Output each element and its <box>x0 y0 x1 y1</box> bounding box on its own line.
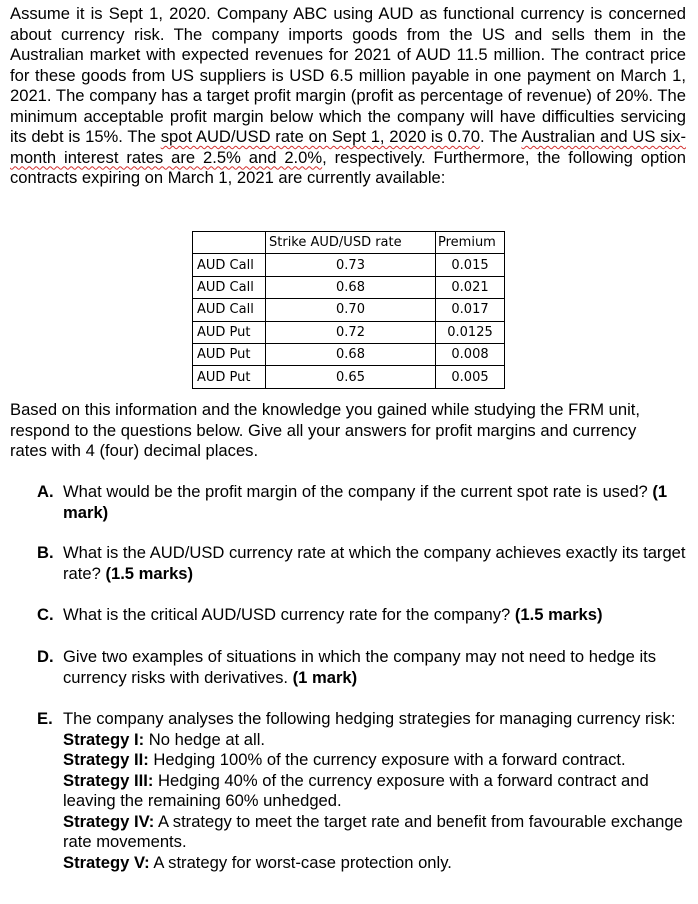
strategy-label: Strategy V: <box>63 852 150 872</box>
premium: 0.015 <box>436 254 505 276</box>
question-b <box>37 543 687 584</box>
table-header-cell <box>193 232 266 254</box>
question-text: What would be the profit margin of the company if the current spot rate is used? <box>63 482 653 501</box>
question-marks: (1.5 marks) <box>105 563 194 583</box>
table-row <box>193 366 505 388</box>
option-type: AUD Put <box>193 343 266 365</box>
table-header-strike: Strike AUD/USD rate <box>266 232 436 254</box>
question-letter: B. <box>37 543 54 562</box>
question-e <box>37 709 687 873</box>
question-marks: (1.5 marks) <box>514 605 603 624</box>
question-text: Give two examples of situations in which the company may not need to hedge its currency risks with derivatives. <box>63 647 657 687</box>
table-row <box>193 276 505 298</box>
table-row <box>193 321 505 343</box>
spot-rate-underlined: spot AUD/USD rate on Sept 1, 2020 is 0.70 <box>160 127 480 146</box>
strategy-text: A strategy for worst-case protection only. <box>149 852 452 872</box>
question-c <box>37 605 687 626</box>
table-header-row <box>193 232 505 254</box>
intro-text-2: . The <box>479 127 522 146</box>
strategy-item <box>63 750 687 771</box>
premium: 0.008 <box>436 343 505 365</box>
instructions-paragraph: Based on this information and the knowledge you gained while studying the FRM unit, respond to the questions below. Give all your answers for profit margins and currency rates with 4 (four) decimal places. <box>10 400 641 460</box>
strike-rate: 0.68 <box>266 276 436 298</box>
strategy-item <box>63 771 687 812</box>
premium: 0.017 <box>436 299 505 321</box>
question-letter: E. <box>37 709 53 728</box>
strategy-item <box>63 853 687 874</box>
strategy-item <box>63 812 687 853</box>
strategy-label: Strategy IV: <box>63 811 155 831</box>
strategy-label: Strategy III: <box>63 770 154 790</box>
intro-text-1: Assume it is Sept 1, 2020. Company ABC using AUD as functional currency is concerned about currency risk. The company imports goods from the US and sells them in the Australian market with expected revenues for 2021 of AUD 11.5 million. The contract price for these goods from US suppliers is USD 6.5 million payable in one payment on March 1, 2021. The company has a target profit margin (profit as percentage of revenue) of 20%. The minimum acceptable profit margin below which the company will have difficulties servicing its debt is 15%. The <box>10 4 686 146</box>
table-header-premium: Premium <box>436 232 505 254</box>
strategy-text: A strategy to meet the target rate and benefit from favourable exchange rate movements. <box>63 811 683 851</box>
strategy-text: Hedging 40% of the currency exposure with a forward contract and leaving the remaining 60% unhedged. <box>63 770 649 810</box>
options-table <box>192 231 505 389</box>
question-text: What is the AUD/USD currency rate at which the company achieves exactly its target rate? <box>63 543 686 583</box>
strategy-text: Hedging 100% of the currency exposure with a forward contract. <box>148 750 626 769</box>
intro-paragraph <box>10 4 686 189</box>
option-type: AUD Call <box>193 276 266 298</box>
question-a <box>37 482 687 523</box>
strike-rate: 0.70 <box>266 299 436 321</box>
premium: 0.005 <box>436 366 505 388</box>
strategy-label: Strategy II: <box>63 750 149 769</box>
question-letter: D. <box>37 647 54 666</box>
table-row <box>193 299 505 321</box>
question-d <box>37 647 687 688</box>
strike-rate: 0.65 <box>266 366 436 388</box>
question-letter: A. <box>37 482 54 501</box>
question-text: What is the critical AUD/USD currency rate for the company? <box>63 605 515 624</box>
strategy-text: No hedge at all. <box>144 729 266 749</box>
intro-text-3: , respectively. Furthermore, the following option contracts expiring on March 1, 2021 are currently available: <box>10 147 686 187</box>
question-marks: (1 mark) <box>292 667 358 687</box>
question-marks: (1 mark) <box>63 482 668 522</box>
premium: 0.0125 <box>436 321 505 343</box>
strike-rate: 0.73 <box>266 254 436 276</box>
option-type: AUD Put <box>193 321 266 343</box>
strike-rate: 0.72 <box>266 321 436 343</box>
table-row <box>193 343 505 365</box>
question-letter: C. <box>37 605 54 624</box>
question-text: The company analyses the following hedging strategies for managing currency risk: <box>63 709 676 728</box>
interest-rates-underlined: Australian and US six-month interest rates are 2.5% and 2.0% <box>10 127 686 167</box>
strategy-label: Strategy I: <box>63 729 145 749</box>
option-type: AUD Put <box>193 366 266 388</box>
table-row <box>193 254 505 276</box>
option-type: AUD Call <box>193 254 266 276</box>
strategy-item <box>63 730 687 751</box>
option-type: AUD Call <box>193 299 266 321</box>
premium: 0.021 <box>436 276 505 298</box>
strike-rate: 0.68 <box>266 343 436 365</box>
